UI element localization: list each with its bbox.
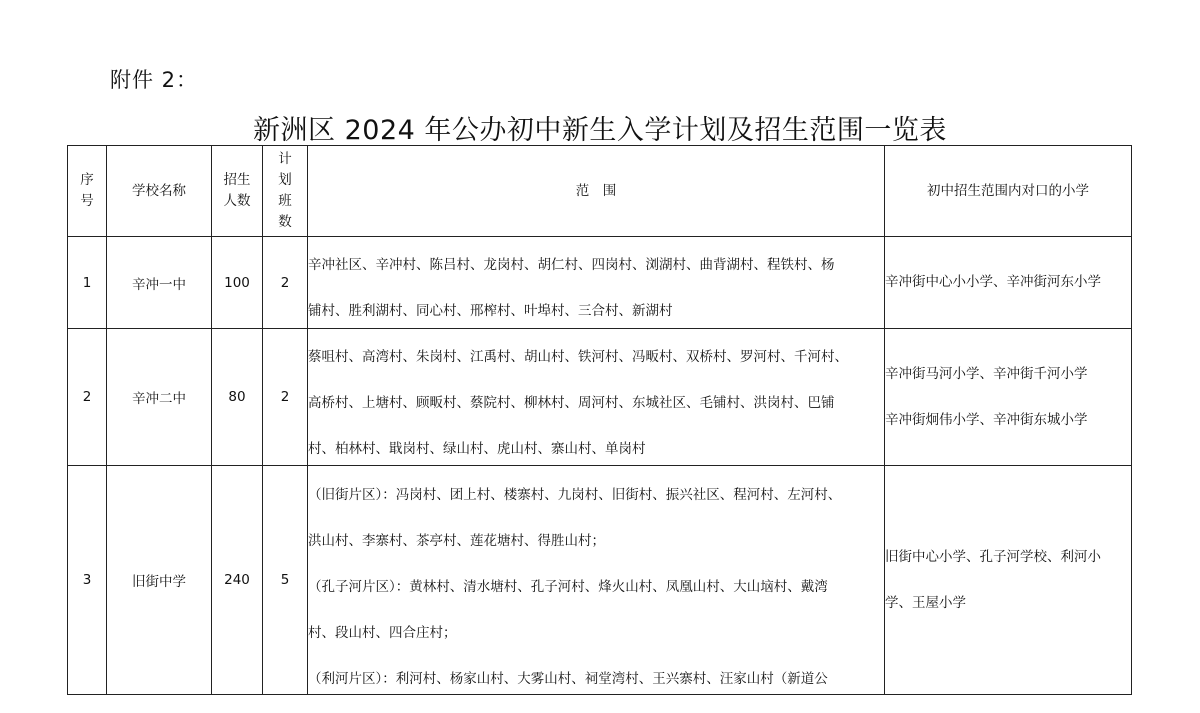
row-school: 辛冲二中 <box>107 329 212 466</box>
scope-line: 洪山村、李寨村、茶亭村、莲花塘村、得胜山村； <box>308 532 605 549</box>
row-school: 旧街中学 <box>107 466 212 695</box>
row-enroll: 100 <box>212 237 263 329</box>
primary-line: 辛冲街马河小学、辛冲街千河小学 <box>885 365 1088 382</box>
row-scope <box>308 466 885 695</box>
row-classes: 2 <box>263 237 308 329</box>
row-index: 2 <box>68 329 107 466</box>
row-scope <box>308 329 885 466</box>
header-primary-text: 初中招生范围内对口的小学 <box>927 182 1089 199</box>
table-row <box>68 237 1132 329</box>
scope-line: 村、柏林村、戢岗村、绿山村、虎山村、寨山村、单岗村 <box>308 440 646 457</box>
table-row <box>68 466 1132 695</box>
header-index <box>68 146 107 237</box>
header-school <box>107 146 212 237</box>
row-classes: 5 <box>263 466 308 695</box>
scope-line: 辛冲社区、辛冲村、陈吕村、龙岗村、胡仁村、四岗村、浏湖村、曲背湖村、程铁村、杨 <box>308 257 835 273</box>
header-school-text: 学校名称 <box>132 182 186 199</box>
enrollment-table <box>67 145 1132 695</box>
header-primary <box>885 146 1132 237</box>
header-classes <box>263 146 308 237</box>
row-index: 1 <box>68 237 107 329</box>
row-primary <box>885 466 1132 695</box>
attachment-label: 附件 2： <box>110 68 199 92</box>
row-primary <box>885 329 1132 466</box>
table-header-row <box>68 146 1132 237</box>
row-enroll: 80 <box>212 329 263 466</box>
row-scope <box>308 237 885 329</box>
scope-line: 铺村、胜利湖村、同心村、邢榨村、叶埠村、三合村、新湖村 <box>308 303 673 319</box>
primary-line: 学、王屋小学 <box>885 594 966 611</box>
scope-line: （旧街片区）：冯岗村、团上村、楼寨村、九岗村、旧街村、振兴社区、程河村、左河村、 <box>308 486 842 503</box>
scope-line: 村、段山村、四合庄村； <box>308 624 457 641</box>
row-school: 辛冲一中 <box>107 237 212 329</box>
table-row <box>68 329 1132 466</box>
page-title: 新洲区 2024 年公办初中新生入学计划及招生范围一览表 <box>253 115 947 146</box>
row-index: 3 <box>68 466 107 695</box>
header-enroll-text: 招生 人数 <box>223 172 251 209</box>
row-enroll: 240 <box>212 466 263 695</box>
primary-line: 旧街中心小学、孔子河学校、利河小 <box>885 548 1101 565</box>
scope-line: 蔡咀村、高湾村、朱岗村、江禹村、胡山村、铁河村、冯畈村、双桥村、罗河村、千河村、 <box>308 348 848 365</box>
row-primary <box>885 237 1132 329</box>
scope-line: （孔子河片区）：黄林村、清水塘村、孔子河村、烽火山村、凤凰山村、大山垴村、戴湾 <box>308 578 828 595</box>
row-classes: 2 <box>263 329 308 466</box>
header-classes-text: 计 划 班 数 <box>278 151 292 230</box>
header-index-text: 序 号 <box>80 172 94 209</box>
header-enroll <box>212 146 263 237</box>
scope-line: （利河片区）：利河村、杨家山村、大雾山村、祠堂湾村、王兴寨村、汪家山村（新道公 <box>308 670 828 687</box>
primary-line: 辛冲街炯伟小学、辛冲街东城小学 <box>885 411 1088 428</box>
header-scope-text: 范 围 <box>575 182 617 199</box>
primary-line: 辛冲街中心小小学、辛冲街河东小学 <box>885 274 1101 290</box>
header-scope <box>308 146 885 237</box>
scope-line: 高桥村、上塘村、顾畈村、蔡院村、柳林村、周河村、东城社区、毛铺村、洪岗村、巴铺 <box>308 394 835 411</box>
